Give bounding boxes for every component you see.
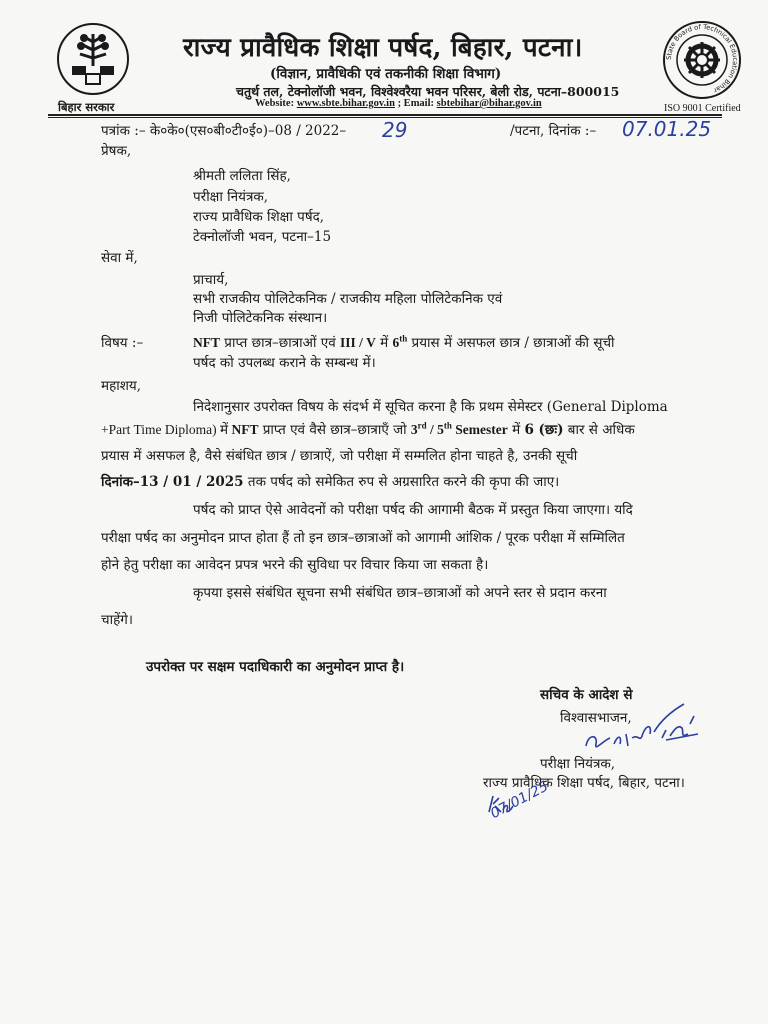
iso-label: ISO 9001 Certified — [664, 103, 741, 114]
subject-line-2: पर्षद को उपलब्ध कराने के सम्बन्ध में। — [193, 355, 376, 371]
salutation: महाशय, — [101, 378, 142, 394]
paragraph-2-line: होने हेतु परीक्षा का आवेदन प्रपत्र भरने की सुविधा पर विचार किया जा सकता है। — [101, 557, 489, 573]
paragraph-2-line: परीक्षा पर्षद का अनुमोदन प्राप्त होता हैं तो इन छात्र–छात्राओं को आगामी आंशिक / पूरक परीक्षा में सम्मिलित — [101, 530, 625, 546]
header-divider — [48, 114, 722, 116]
website-link[interactable]: www.sbte.bihar.gov.in — [296, 98, 395, 109]
recipient-line: प्राचार्य, — [193, 272, 229, 288]
paragraph-3-line: चाहेंगे। — [101, 612, 133, 628]
seal-text: State Board of Technical Education Bihar — [664, 22, 740, 95]
email-label: ; Email: — [394, 98, 437, 109]
page-title: राज्य प्रावैधिक शिक्षा पर्षद, बिहार, पटना। — [183, 33, 583, 63]
sbte-seal-icon — [662, 20, 742, 100]
emblem-label: बिहार सरकार — [58, 100, 115, 114]
subject-label: विषय :– — [101, 335, 144, 351]
recipient-label: सेवा में, — [101, 250, 138, 266]
approval-note: उपरोक्त पर सक्षम पदाधिकारी का अनुमोदन प्राप्त है। — [146, 659, 405, 675]
bihar-emblem-icon — [56, 22, 130, 96]
address-line: चतुर्थ तल, टेक्नोलॉजी भवन, विश्वेश्वरैया भवन परिसर, बेली रोड, पटना–800015 — [236, 84, 620, 99]
paragraph-1-line: प्रयास में असफल है, वैसे संबंधित छात्र / छात्राऐं, जो परीक्षा में सम्मलित होना चाहते है, उनकी सूची — [101, 448, 578, 464]
signatory-org: राज्य प्रावैधिक शिक्षा पर्षद, बिहार, पटना। — [483, 775, 685, 791]
paragraph-1-line: दिनांक–13 / 01 / 2025 तक पर्षद को समेकित रुप से अग्रसारित करने की कृपा की जाए। — [101, 474, 560, 490]
initial-date-handwritten: 07/01/25 — [488, 778, 552, 823]
website-label: Website: — [255, 98, 297, 109]
recipient-line: निजी पोलिटेकनिक संस्थान। — [193, 310, 328, 326]
paragraph-2-line: पर्षद को प्राप्त ऐसे आवेदनों को परीक्षा पर्षद की आगामी बैठक में प्रस्तुत किया जाएगा। यदि — [193, 502, 633, 518]
recipient-line: सभी राजकीय पोलिटेकनिक / राजकीय महिला पोलिटेकनिक एवं — [193, 291, 503, 307]
signatory-designation: परीक्षा नियंत्रक, — [540, 756, 616, 772]
date-handwritten: 07.01.25 — [622, 117, 712, 141]
sender-label: प्रेषक, — [101, 143, 132, 159]
contact-line — [255, 98, 542, 109]
date-label: /पटना, दिनांक :– — [510, 123, 597, 139]
sender-line: परीक्षा नियंत्रक, — [193, 189, 269, 205]
email-link[interactable]: sbtebihar@bihar.gov.in — [436, 98, 542, 109]
subject-line-1: NFT प्राप्त छात्र–छात्राओं एवं III / V में 6th प्रयास में असफल छात्र / छात्राओं की सूची — [193, 333, 615, 351]
letter-number: पत्रांक :– के०के०(एस०बी०टी०ई०)–08 / 2022– — [101, 123, 347, 139]
sender-line: श्रीमती ललिता सिंह, — [193, 168, 291, 184]
sender-line: राज्य प्रावैधिक शिक्षा पर्षद, — [193, 209, 325, 225]
department-line: (विज्ञान, प्रावैधिकी एवं तकनीकी शिक्षा विभाग) — [270, 66, 502, 82]
sender-line: टेक्नोलॉजी भवन, पटना–15 — [193, 229, 332, 245]
paragraph-1-line: निदेशानुसार उपरोक्त विषय के संदर्भ में सूचित करना है कि प्रथम सेमेस्टर (General Diploma — [193, 399, 668, 415]
paragraph-3-line: कृपया इससे संबंधित सूचना सभी संबंधित छात्र–छात्राओं को अपने स्तर से प्रदान करना — [193, 585, 607, 601]
by-order-line: सचिव के आदेश से — [540, 687, 633, 703]
letter-number-handwritten: 29 — [382, 118, 408, 142]
paragraph-1-line: +Part Time Diploma) में NFT प्राप्त एवं वैसे छात्र–छात्राएँ जो 3rd / 5th Semester में 6 (छः) बार से अधिक — [101, 420, 635, 438]
yours-faithfully: विश्वासभाजन, — [560, 710, 632, 726]
